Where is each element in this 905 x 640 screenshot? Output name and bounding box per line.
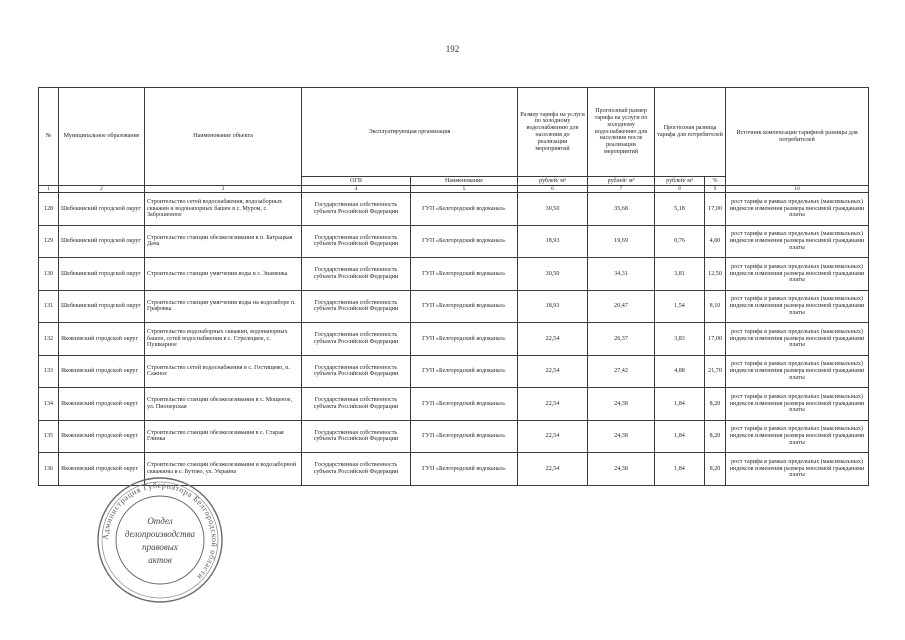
column-number: 1 — [39, 186, 59, 193]
table-body — [39, 193, 869, 486]
header-unit-forecast: рублей/ м³ — [588, 177, 655, 186]
ownership-cell: Государственная собственность субъекта Российской Федерации — [302, 355, 411, 388]
forecast-tariff-cell: 35,68 — [588, 193, 655, 226]
stamp-line: актов — [148, 555, 172, 565]
object-name-cell: Строительство сетей водоснабжения, водозаборных скважин и водонапорных башен в с. Муром, с. Заброшенное — [145, 193, 302, 226]
municipality-cell: Яковлевский городской округ — [59, 453, 145, 486]
municipality-cell: Шебекинский городской округ — [59, 193, 145, 226]
tariff-cell: 18,93 — [518, 290, 588, 323]
tariff-diff-cell: 1,84 — [655, 453, 705, 486]
column-number: 3 — [145, 186, 302, 193]
object-name-cell: Строительство станции обезжелезивания в с. Старая Глинка — [145, 420, 302, 453]
tariff-diff-cell: 1,54 — [655, 290, 705, 323]
percent-cell: 4,00 — [705, 225, 726, 258]
compensation-source-cell: рост тарифа в рамках предельных (максимальных) индексов изменения размера вносимой гражданами платы — [726, 290, 869, 323]
percent-cell: 17,00 — [705, 193, 726, 226]
compensation-source-cell: рост тарифа в рамках предельных (максимальных) индексов изменения размера вносимой гражданами платы — [726, 388, 869, 421]
header-unit-diff: рублей/ м³ — [655, 177, 705, 186]
percent-cell: 8,10 — [705, 290, 726, 323]
column-numbers-row — [39, 186, 869, 193]
object-name-cell: Строительство станции умягчения воды на водозаборе п. Графовка — [145, 290, 302, 323]
ownership-cell: Государственная собственность субъекта Российской Федерации — [302, 193, 411, 226]
tariff-diff-cell: 3,81 — [655, 258, 705, 291]
tariff-diff-cell: 0,76 — [655, 225, 705, 258]
percent-cell: 8,20 — [705, 453, 726, 486]
column-number: 8 — [655, 186, 705, 193]
forecast-tariff-cell: 34,31 — [588, 258, 655, 291]
organization-cell: ГУП «Белгородский водоканал» — [411, 258, 518, 291]
header-org-name: Наименование — [411, 177, 518, 186]
compensation-source-cell: рост тарифа в рамках предельных (максимальных) индексов изменения размера вносимой гражданами платы — [726, 258, 869, 291]
organization-cell: ГУП «Белгородский водоканал» — [411, 355, 518, 388]
municipality-cell: Шебекинский городской округ — [59, 225, 145, 258]
header-object-name: Наименование объекта — [145, 88, 302, 186]
forecast-tariff-cell: 24,38 — [588, 420, 655, 453]
tariff-table — [38, 87, 869, 486]
column-number: 9 — [705, 186, 726, 193]
tariff-diff-cell: 1,84 — [655, 388, 705, 421]
column-number: 2 — [59, 186, 145, 193]
table-row — [39, 225, 869, 258]
object-name-cell: Строительство станции умягчения воды в с. Знаменка — [145, 258, 302, 291]
organization-cell: ГУП «Белгородский водоканал» — [411, 388, 518, 421]
forecast-tariff-cell: 26,37 — [588, 323, 655, 356]
column-number: 6 — [518, 186, 588, 193]
row-number: 133 — [39, 355, 59, 388]
table-row — [39, 258, 869, 291]
table-row — [39, 290, 869, 323]
compensation-source-cell: рост тарифа в рамках предельных (максимальных) индексов изменения размера вносимой гражданами платы — [726, 355, 869, 388]
object-name-cell: Строительство станции обезжелезивания и водозаборной скважины в с. Бутово, ул. Украина — [145, 453, 302, 486]
municipality-cell: Шебекинский городской округ — [59, 258, 145, 291]
tariff-cell: 30,50 — [518, 193, 588, 226]
compensation-source-cell: рост тарифа в рамках предельных (максимальных) индексов изменения размера вносимой гражданами платы — [726, 420, 869, 453]
object-name-cell: Строительство сетей водоснабжения в с. Гостищево, п. Сажное — [145, 355, 302, 388]
percent-cell: 8,20 — [705, 420, 726, 453]
page-number: 192 — [445, 44, 460, 54]
row-number: 128 — [39, 193, 59, 226]
ownership-cell: Государственная собственность субъекта Российской Федерации — [302, 388, 411, 421]
percent-cell: 21,70 — [705, 355, 726, 388]
ownership-cell: Государственная собственность субъекта Российской Федерации — [302, 225, 411, 258]
row-number: 136 — [39, 453, 59, 486]
tariff-diff-cell: 1,84 — [655, 420, 705, 453]
object-name-cell: Строительство станции обезжелезивания в п. Батрацкая Дача — [145, 225, 302, 258]
header-forecast-tariff: Прогнозный размер тарифа на услуги по холодному водоснабжению для населения после реализации мероприятий — [588, 88, 655, 177]
table-row — [39, 420, 869, 453]
municipality-cell: Яковлевский городской округ — [59, 355, 145, 388]
header-unit-tariff: рублей/ м³ — [518, 177, 588, 186]
column-number: 5 — [411, 186, 518, 193]
municipality-cell: Яковлевский городской округ — [59, 323, 145, 356]
header-source: Источник компенсации тарифной разницы для потребителей — [726, 88, 869, 186]
row-number: 131 — [39, 290, 59, 323]
ownership-cell: Государственная собственность субъекта Российской Федерации — [302, 290, 411, 323]
tariff-cell: 22,54 — [518, 388, 588, 421]
official-stamp — [95, 475, 225, 605]
ownership-cell: Государственная собственность субъекта Российской Федерации — [302, 453, 411, 486]
header-forecast-diff: Прогнозная разница тарифа для потребителей — [655, 88, 726, 177]
column-number: 7 — [588, 186, 655, 193]
forecast-tariff-cell: 24,38 — [588, 453, 655, 486]
ownership-cell: Государственная собственность субъекта Российской Федерации — [302, 258, 411, 291]
object-name-cell: Строительство водозаборных скважин, водонапорных башен, сетей водоснабжения в с. Стрелецкое, с. Пушкарное — [145, 323, 302, 356]
ownership-cell: Государственная собственность субъекта Российской Федерации — [302, 323, 411, 356]
municipality-cell: Яковлевский городской округ — [59, 420, 145, 453]
stamp-line: Отдел — [147, 516, 173, 526]
tariff-cell: 22,54 — [518, 453, 588, 486]
header-percent: % — [705, 177, 726, 186]
compensation-source-cell: рост тарифа в рамках предельных (максимальных) индексов изменения размера вносимой гражданами платы — [726, 323, 869, 356]
column-number: 10 — [726, 186, 869, 193]
object-name-cell: Строительство станции обезжелезивания в с. Мощеное, ул. Пионерская — [145, 388, 302, 421]
tariff-cell: 18,93 — [518, 225, 588, 258]
row-number: 130 — [39, 258, 59, 291]
organization-cell: ГУП «Белгородский водоканал» — [411, 323, 518, 356]
row-number: 134 — [39, 388, 59, 421]
header-oiv: ОГВ — [302, 177, 411, 186]
compensation-source-cell: рост тарифа в рамках предельных (максимальных) индексов изменения размера вносимой гражданами платы — [726, 453, 869, 486]
table-row — [39, 355, 869, 388]
organization-cell: ГУП «Белгородский водоканал» — [411, 193, 518, 226]
tariff-diff-cell: 4,88 — [655, 355, 705, 388]
compensation-source-cell: рост тарифа в рамках предельных (максимальных) индексов изменения размера вносимой гражданами платы — [726, 193, 869, 226]
organization-cell: ГУП «Белгородский водоканал» — [411, 290, 518, 323]
organization-cell: ГУП «Белгородский водоканал» — [411, 225, 518, 258]
percent-cell: 17,00 — [705, 323, 726, 356]
header-operator: Эксплуатирующая организация — [302, 88, 518, 177]
ownership-cell: Государственная собственность субъекта Российской Федерации — [302, 420, 411, 453]
stamp-line: правовых — [142, 542, 178, 552]
forecast-tariff-cell: 24,38 — [588, 388, 655, 421]
table-row — [39, 323, 869, 356]
header-no: № — [39, 88, 59, 186]
header-municipality: Муниципальное образование — [59, 88, 145, 186]
forecast-tariff-cell: 27,42 — [588, 355, 655, 388]
forecast-tariff-cell: 19,69 — [588, 225, 655, 258]
tariff-cell: 22,54 — [518, 323, 588, 356]
column-number: 4 — [302, 186, 411, 193]
stamp-center-text — [95, 515, 225, 567]
municipality-cell: Яковлевский городской округ — [59, 388, 145, 421]
stamp-line: делопроизводства — [124, 529, 196, 539]
header-tariff: Размер тарифа на услуги по холодному водоснабжению для населения до реализации мероприятий — [518, 88, 588, 177]
row-number: 129 — [39, 225, 59, 258]
table-row — [39, 388, 869, 421]
municipality-cell: Шебекинский городской округ — [59, 290, 145, 323]
tariff-cell: 30,50 — [518, 258, 588, 291]
compensation-source-cell: рост тарифа в рамках предельных (максимальных) индексов изменения размера вносимой гражданами платы — [726, 225, 869, 258]
row-number: 132 — [39, 323, 59, 356]
forecast-tariff-cell: 20,47 — [588, 290, 655, 323]
organization-cell: ГУП «Белгородский водоканал» — [411, 420, 518, 453]
tariff-cell: 22,54 — [518, 355, 588, 388]
tariff-diff-cell: 3,83 — [655, 323, 705, 356]
row-number: 135 — [39, 420, 59, 453]
table-row — [39, 193, 869, 226]
percent-cell: 12,50 — [705, 258, 726, 291]
tariff-cell: 22,54 — [518, 420, 588, 453]
tariff-diff-cell: 5,18 — [655, 193, 705, 226]
stamp-ring-text: Администрация Губернатора Белгородской области — [100, 480, 220, 582]
organization-cell: ГУП «Белгородский водоканал» — [411, 453, 518, 486]
percent-cell: 8,20 — [705, 388, 726, 421]
